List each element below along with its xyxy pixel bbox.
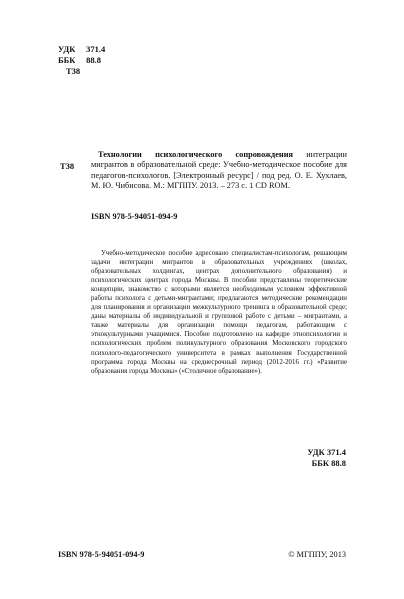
udk-bottom: УДК 371.4 xyxy=(307,447,346,457)
classification-block-top xyxy=(58,44,105,77)
udk-line xyxy=(58,44,105,55)
udk-label: УДК xyxy=(58,44,76,54)
bbk-line xyxy=(58,55,105,66)
bibliographic-details: интеграции мигрантов в образовательной среде: Учебно-методическое пособие для педагогов-психологов. [Электронный ресурс] / под ред. О. Е. Хухлаев, М. Ю. Чибисова. М.: МГППУ. 2013. – 273 с. 1 CD ROM. xyxy=(91,150,347,191)
classification-block-bottom xyxy=(307,447,346,469)
bbk-value: 88.8 xyxy=(86,55,101,65)
footer-copyright: © МГППУ, 2013 xyxy=(288,550,346,559)
book-title: Технологии психологического сопровождения xyxy=(98,150,293,159)
bibliographic-record xyxy=(91,150,347,192)
footer-isbn: ISBN 978-5-94051-094-9 xyxy=(58,550,145,559)
author-mark-left: Т38 xyxy=(60,161,75,171)
bbk-label: ББК xyxy=(58,55,76,65)
udk-value: 371.4 xyxy=(86,44,106,54)
annotation-text: Учебно-методическое пособие адресовано специалистам-психологам, решающим задачи интеграции мигрантов в образовательных учреждениях (школах, образовательных холдингах, центрах дополнительного образования) и психологических центрах города Москвы. В пособии представлены теоретические концепции, знакомство с которыми является необходимым условием эффективной работы психолога с детьми-мигрантами; предлагаются методические рекомендации для планирования и организации межкультурного тренинга в образовательной среде; даны материалы об индивидуальной и групповой работе с детьми – мигрантами, а также материалы для организации помощи педагогам, работающим с этнокультурными учащимися. Пособие подготовлено на кафедре этнопсихологии и психологических проблем поликультурного образования Московского городского психолого-педагогического университета в рамках выполнения Государственной программа города Москвы на среднесрочный период (2012-2016 гг.) «Развитие образования города Москвы» («Столичное образование»). xyxy=(91,250,347,375)
isbn-record: ISBN 978-5-94051-094-9 xyxy=(91,212,178,221)
author-mark-top: Т38 xyxy=(66,66,81,76)
bbk-bottom: ББК 88.8 xyxy=(311,458,346,468)
